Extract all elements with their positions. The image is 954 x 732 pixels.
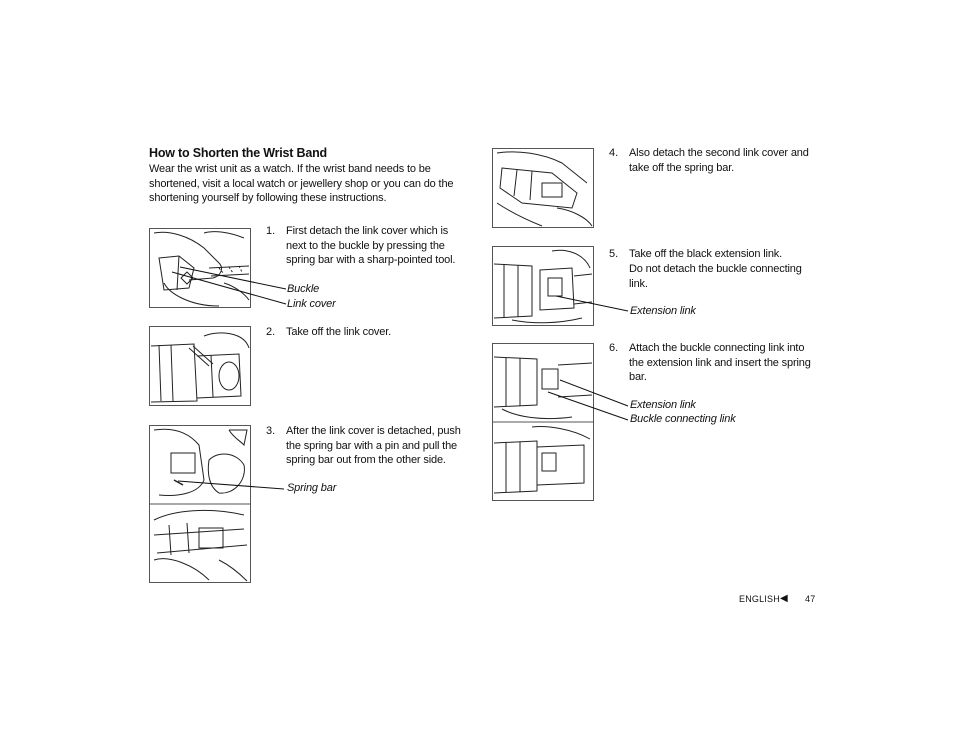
footer-arrow-icon: ◀ [780, 593, 788, 604]
section-heading: How to Shorten the Wrist Band [149, 146, 327, 160]
page-number: 47 [805, 594, 816, 604]
figure-step-6 [492, 343, 594, 501]
step-3-text: After the link cover is detached, push the spring bar with a pin and pull the spring bar out from the other side. [286, 425, 461, 466]
step-2-text: Take off the link cover. [286, 326, 392, 338]
step-1-number: 1. [266, 225, 276, 237]
label-buckle: Buckle [287, 283, 320, 295]
step-4-text: Also detach the second link cover and take off the spring bar. [629, 147, 809, 174]
step-5-number: 5. [609, 248, 619, 260]
step-5-text-line2: Do not detach the buckle connecting link. [629, 263, 802, 290]
intro-paragraph: Wear the wrist unit as a watch. If the wrist band needs to be shortened, visit a local watch or jewellery shop or you can do the shortening yourself by following these instructions. [149, 163, 454, 204]
label-extension-link-2: Extension link [630, 399, 696, 411]
step-5-text-line1: Take off the black extension link. [629, 248, 783, 260]
step-6-number: 6. [609, 342, 619, 354]
label-link-cover: Link cover [287, 298, 336, 310]
label-spring-bar: Spring bar [287, 482, 337, 494]
step-6-text: Attach the buckle connecting link into the extension link and insert the spring bar. [629, 342, 811, 383]
figure-step-1 [149, 228, 251, 308]
step-2-number: 2. [266, 326, 276, 338]
step-1-text: First detach the link cover which is next to the buckle by pressing the spring bar with a sharp-pointed tool. [286, 225, 456, 266]
label-extension-link: Extension link [630, 305, 696, 317]
label-buckle-connecting-link: Buckle connecting link [630, 413, 736, 425]
step-3-number: 3. [266, 425, 276, 437]
figure-step-3 [149, 425, 251, 583]
footer-language: ENGLISH [739, 594, 780, 604]
figure-step-4 [492, 148, 594, 228]
figure-step-2 [149, 326, 251, 406]
step-4-number: 4. [609, 147, 619, 159]
figure-step-5 [492, 246, 594, 326]
